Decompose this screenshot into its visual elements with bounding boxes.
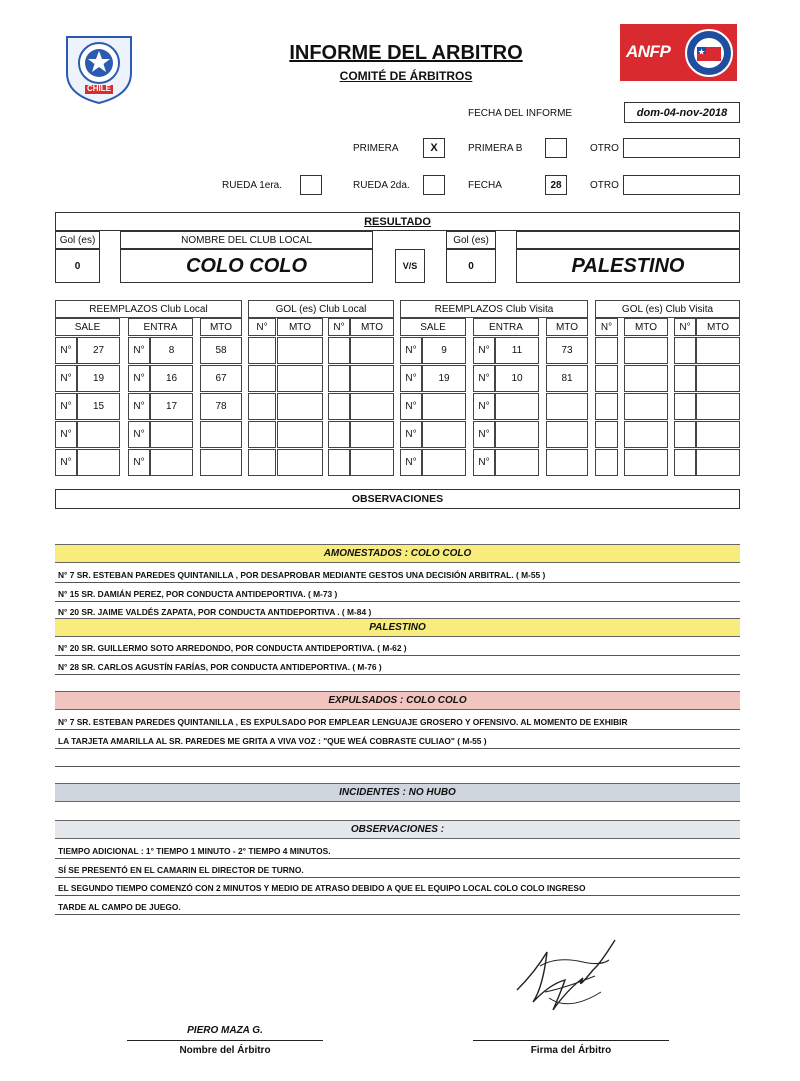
visit-goal-n-cell[interactable] [595,449,618,476]
number-label: N° [55,365,77,392]
observation-line: TIEMPO ADICIONAL : 1° TIEMPO 1 MINUTO - 2° TIEMPO 4 MINUTOS. [55,841,740,859]
rueda1-checkbox[interactable] [300,175,322,195]
number-label: N° [473,365,495,392]
repl-visit-sale-header: SALE [400,318,466,336]
visit-goal-n-cell[interactable] [674,449,696,476]
local-goal-mto-cell[interactable] [350,393,394,420]
local-mto-cell[interactable] [200,421,242,448]
local-goal-mto-cell[interactable] [277,449,323,476]
local-goal-n-cell[interactable] [328,365,350,392]
number-label: N° [473,421,495,448]
local-entra-cell[interactable] [150,421,193,448]
cautions-visit-title: PALESTINO [55,618,740,637]
goals-local-title: GOL (es) Club Local [248,300,394,318]
local-goal-n-cell[interactable] [248,449,276,476]
local-goal-mto-cell[interactable] [350,449,394,476]
visit-goal-mto-cell[interactable] [624,337,668,364]
anfp-logo-text: ANFP [626,42,671,61]
visit-sale-cell[interactable]: 9 [422,337,466,364]
local-sale-cell[interactable]: 15 [77,393,120,420]
visit-goal-n-cell[interactable] [674,337,696,364]
visit-entra-cell[interactable] [495,393,539,420]
cautions-local-title: AMONESTADOS : COLO COLO [55,544,740,563]
rueda2-checkbox[interactable] [423,175,445,195]
primera-checkbox[interactable]: X [423,138,445,158]
rueda1-label: RUEDA 1era. [222,180,283,191]
visit-goal-n-cell[interactable] [595,337,618,364]
local-sale-cell[interactable]: 27 [77,337,120,364]
incidents-title: INCIDENTES : NO HUBO [55,783,740,802]
page-title: INFORME DEL ARBITRO [289,41,523,64]
observation-line: SÍ SE PRESENTÓ EN EL CAMARIN EL DIRECTOR DE TURNO. [55,860,740,878]
caution-line: N° 7 SR. ESTEBAN PAREDES QUINTANILLA , POR DESAPROBAR MEDIANTE GESTOS UNA DECISIÓN ARBITRAL. ( M-55 ) [55,565,740,583]
observations-title: OBSERVACIONES : [55,820,740,839]
signature-label: Firma del Árbitro [530,1044,612,1056]
number-label: N° [128,393,150,420]
goals-local-mto1-header: MTO [277,318,323,336]
repl-visit-entra-header: ENTRA [473,318,539,336]
caution-line: N° 28 SR. CARLOS AGUSTÍN FARÍAS, POR CONDUCTA ANTIDEPORTIVA. ( M-76 ) [55,657,740,675]
visit-club-name[interactable]: PALESTINO [516,249,740,283]
goals-visit-n2-header: N° [674,318,696,336]
visit-sale-cell[interactable] [422,393,466,420]
logo-text: CHILE [87,84,111,93]
primera-label: PRIMERA [353,143,399,154]
goals-local-mto2-header: MTO [350,318,394,336]
local-goal-mto-cell[interactable] [277,337,323,364]
number-label: N° [473,337,495,364]
visit-goal-mto-cell[interactable] [624,421,668,448]
visit-goal-mto-cell[interactable] [696,449,740,476]
signature-line [473,1040,669,1041]
number-label: N° [55,393,77,420]
local-sale-cell[interactable] [77,449,120,476]
repl-local-entra-header: ENTRA [128,318,193,336]
local-goal-mto-cell[interactable] [277,421,323,448]
expulsions-title: EXPULSADOS : COLO COLO [55,691,740,710]
visit-goals-label: Gol (es) [446,231,496,249]
number-label: N° [400,449,422,476]
number-label: N° [473,393,495,420]
page-subtitle: COMITÉ DE ÁRBITROS [339,69,473,83]
local-goal-mto-cell[interactable] [350,365,394,392]
caution-line: N° 15 SR. DAMIÁN PEREZ, POR CONDUCTA ANTIDEPORTIVA. ( M-73 ) [55,584,740,602]
visit-sale-cell[interactable]: 19 [422,365,466,392]
visit-club-label-cell [516,231,740,249]
observaciones-header: OBSERVACIONES [55,489,740,509]
visit-sale-cell[interactable] [422,421,466,448]
visit-entra-cell[interactable] [495,421,539,448]
number-label: N° [55,449,77,476]
local-goal-n-cell[interactable] [248,365,276,392]
signature-image [505,932,625,1027]
primera-b-checkbox[interactable] [545,138,567,158]
number-label: N° [400,393,422,420]
visit-goals-value[interactable]: 0 [446,249,496,283]
vs-label: V/S [395,249,425,283]
visit-entra-cell[interactable] [495,449,539,476]
local-entra-cell[interactable]: 8 [150,337,193,364]
visit-goal-n-cell[interactable] [595,393,618,420]
visit-mto-cell[interactable]: 81 [546,365,588,392]
visit-mto-cell[interactable] [546,393,588,420]
visit-entra-cell[interactable]: 10 [495,365,539,392]
local-goals-label: Gol (es) [55,231,100,249]
number-label: N° [55,337,77,364]
local-entra-cell[interactable]: 17 [150,393,193,420]
fecha-field[interactable]: 28 [545,175,567,195]
chile-referees-logo [63,33,135,105]
goals-visit-mto2-header: MTO [696,318,740,336]
goals-visit-mto1-header: MTO [624,318,668,336]
local-goal-mto-cell[interactable] [350,421,394,448]
number-label: N° [128,421,150,448]
local-entra-cell[interactable]: 16 [150,365,193,392]
referee-name-label: Nombre del Árbitro [179,1044,271,1056]
local-goals-value[interactable]: 0 [55,249,100,283]
local-mto-cell[interactable]: 58 [200,337,242,364]
otro-round-field[interactable] [623,175,740,195]
repl-local-sale-header: SALE [55,318,120,336]
expulsion-line: N° 7 SR. ESTEBAN PAREDES QUINTANILLA , ES EXPULSADO POR EMPLEAR LENGUAJE GROSERO Y OFENSIVO. AL MOMENTO DE EXHIBIR [55,712,740,730]
repl-local-title: REEMPLAZOS Club Local [55,300,242,318]
repl-visit-title: REEMPLAZOS Club Visita [400,300,588,318]
local-goal-n-cell[interactable] [248,421,276,448]
goals-local-n2-header: N° [328,318,350,336]
local-goal-n-cell[interactable] [248,337,276,364]
visit-goal-n-cell[interactable] [595,421,618,448]
goals-visit-title: GOL (es) Club Visita [595,300,740,318]
number-label: N° [400,337,422,364]
repl-visit-mto-header: MTO [546,318,588,336]
visit-goal-mto-cell[interactable] [696,393,740,420]
observation-line: TARDE AL CAMPO DE JUEGO. [55,897,740,915]
visit-goal-mto-cell[interactable] [624,449,668,476]
local-mto-cell[interactable] [200,449,242,476]
rueda2-label: RUEDA 2da. [353,180,410,191]
visit-goal-mto-cell[interactable] [624,393,668,420]
visit-goal-mto-cell[interactable] [696,337,740,364]
local-goal-n-cell[interactable] [328,337,350,364]
number-label: N° [400,365,422,392]
goals-local-n1-header: N° [248,318,276,336]
local-goal-mto-cell[interactable] [277,393,323,420]
number-label: N° [128,449,150,476]
expulsion-line: LA TARJETA AMARILLA AL SR. PAREDES ME GRITA A VIVA VOZ : "QUE WEÁ COBRASTE CULIAO" ( M-55 ) [55,731,740,749]
local-goal-mto-cell[interactable] [277,365,323,392]
fecha-label: FECHA [468,180,502,191]
otro-category-label: OTRO [590,143,619,154]
visit-goal-n-cell[interactable] [595,365,618,392]
local-sale-cell[interactable] [77,421,120,448]
goals-visit-n1-header: N° [595,318,618,336]
observation-line: EL SEGUNDO TIEMPO COMENZÓ CON 2 MINUTOS Y MEDIO DE ATRASO DEBIDO A QUE EL EQUIPO LOCAL COLO COLO INGRESO [55,878,740,896]
number-label: N° [473,449,495,476]
anfp-logo [620,24,737,81]
visit-mto-cell[interactable]: 73 [546,337,588,364]
number-label: N° [55,421,77,448]
otro-round-label: OTRO [590,180,619,191]
local-goal-n-cell[interactable] [328,393,350,420]
visit-goal-mto-cell[interactable] [696,365,740,392]
visit-entra-cell[interactable]: 11 [495,337,539,364]
visit-goal-mto-cell[interactable] [624,365,668,392]
visit-goal-n-cell[interactable] [674,421,696,448]
repl-local-mto-header: MTO [200,318,242,336]
visit-mto-cell[interactable] [546,421,588,448]
report-date-field[interactable]: dom-04-nov-2018 [624,102,740,123]
local-mto-cell[interactable]: 67 [200,365,242,392]
local-goal-n-cell[interactable] [248,393,276,420]
visit-goal-n-cell[interactable] [674,365,696,392]
visit-sale-cell[interactable] [422,449,466,476]
local-sale-cell[interactable]: 19 [77,365,120,392]
primera-b-label: PRIMERA B [468,143,523,154]
result-title: RESULTADO [55,212,740,231]
visit-goal-mto-cell[interactable] [696,421,740,448]
local-goal-n-cell[interactable] [328,421,350,448]
visit-mto-cell[interactable] [546,449,588,476]
visit-goal-n-cell[interactable] [674,393,696,420]
referee-name: PIERO MAZA G. [187,1024,263,1036]
local-club-label: NOMBRE DEL CLUB LOCAL [120,231,373,249]
caution-line: N° 20 SR. JAIME VALDÉS ZAPATA, POR CONDUCTA ANTIDEPORTIVA . ( M-84 ) [55,602,740,620]
referee-name-line [127,1040,323,1041]
number-label: N° [128,365,150,392]
number-label: N° [128,337,150,364]
caution-line: N° 20 SR. GUILLERMO SOTO ARREDONDO, POR CONDUCTA ANTIDEPORTIVA. ( M-62 ) [55,638,740,656]
local-mto-cell[interactable]: 78 [200,393,242,420]
local-goal-n-cell[interactable] [328,449,350,476]
otro-category-field[interactable] [623,138,740,158]
local-goal-mto-cell[interactable] [350,337,394,364]
report-date-label: FECHA DEL INFORME [468,108,573,119]
expulsion-line [55,749,740,767]
number-label: N° [400,421,422,448]
local-club-name[interactable]: COLO COLO [120,249,373,283]
local-entra-cell[interactable] [150,449,193,476]
